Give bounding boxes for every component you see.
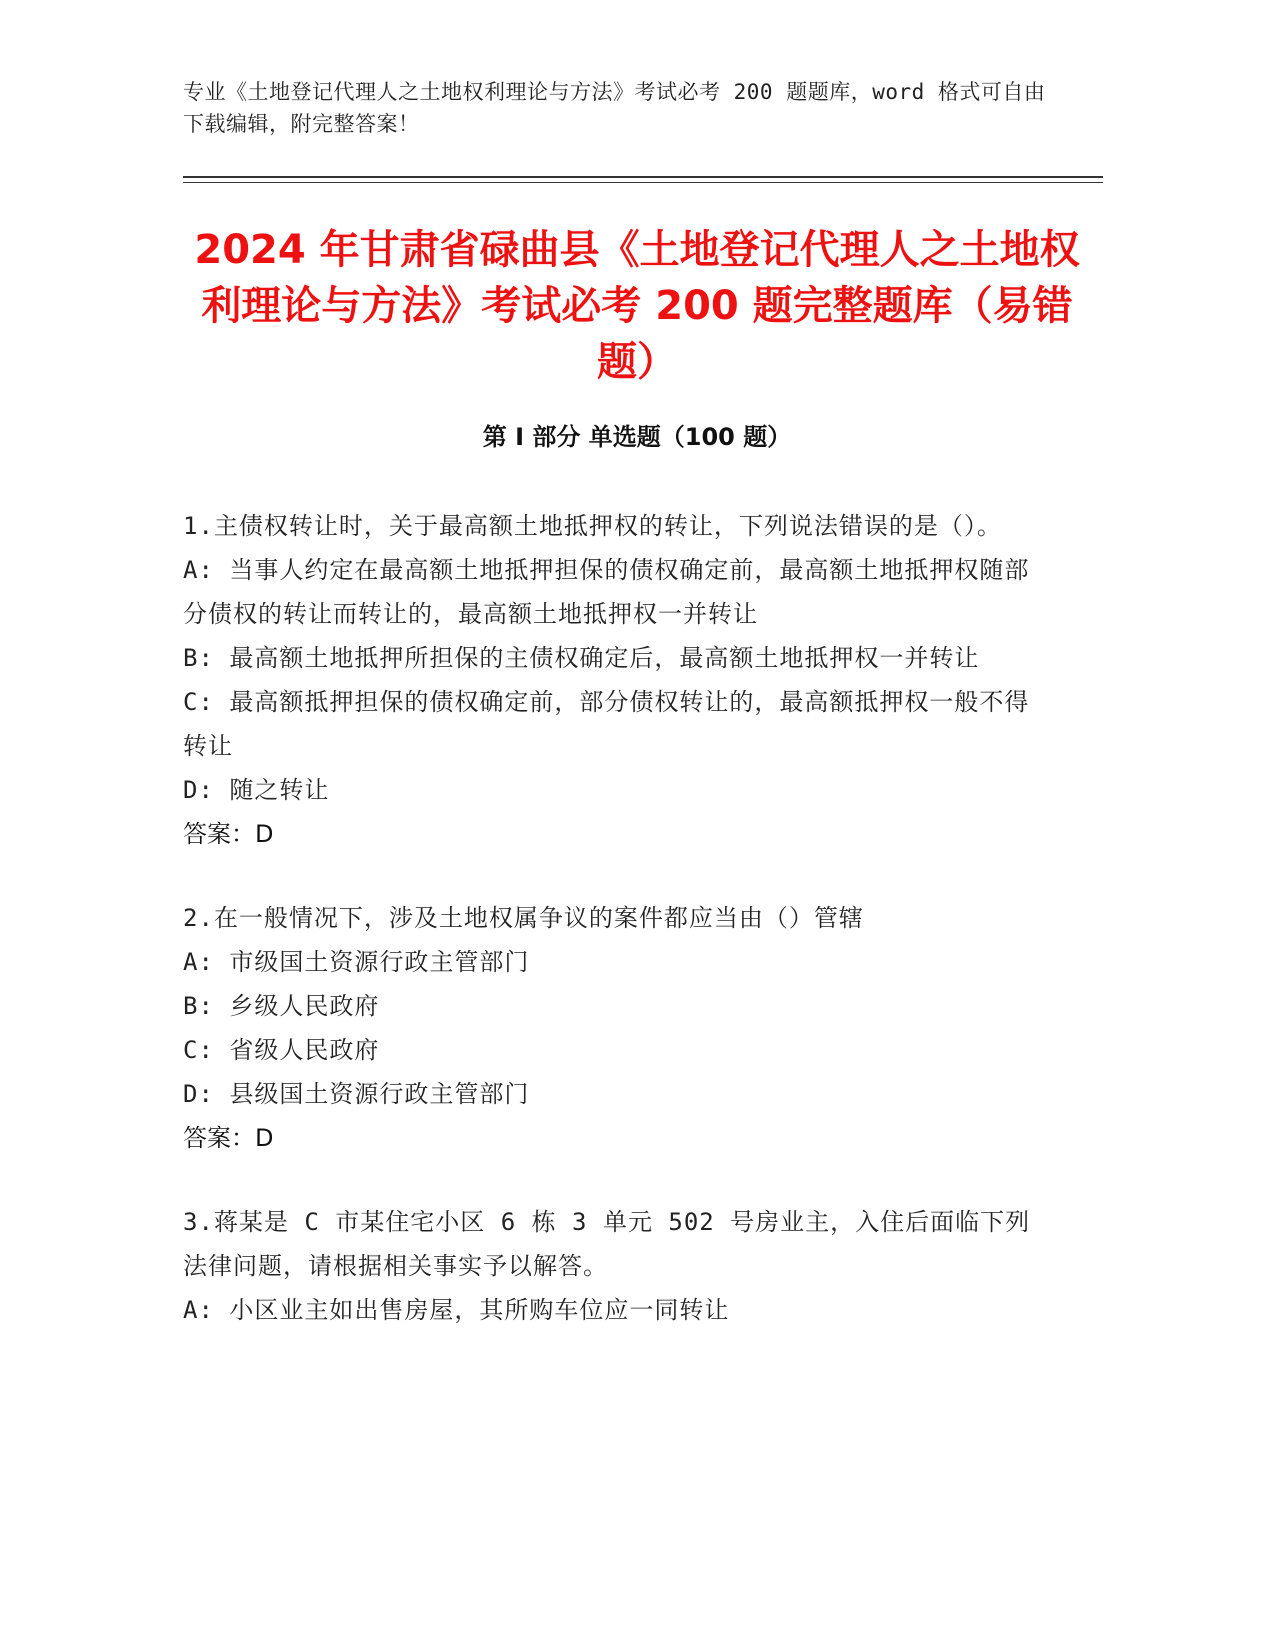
question-2-option-a: A: 市级国土资源行政主管部门	[183, 948, 530, 976]
question-2-text: 2.在一般情况下，涉及土地权属争议的案件都应当由（）管辖	[183, 904, 864, 932]
question-3	[183, 1200, 1043, 1332]
question-1-text: 1.主债权转让时，关于最高额土地抵押权的转让，下列说法错误的是（）。	[183, 512, 1002, 540]
question-1-option-a: A: 当事人约定在最高额土地抵押担保的债权确定前，最高额土地抵押权随部分债权的转让而转让的，最高额土地抵押权一并转让	[183, 556, 1030, 628]
header-divider-thin	[183, 182, 1103, 183]
question-1	[183, 504, 1043, 856]
document-title: 2024 年甘肃省碌曲县《土地登记代理人之土地权利理论与方法》考试必考 200 题完整题库（易错题）	[194, 227, 1080, 385]
question-3-option-a: A: 小区业主如出售房屋，其所购车位应一同转让	[183, 1296, 730, 1324]
section-title: 第 I 部分 单选题（100 题）	[482, 423, 792, 451]
question-3-text: 3.蒋某是 C 市某住宅小区 6 栋 3 单元 502 号房业主，入住后面临下列法律问题，请根据相关事实予以解答。	[183, 1208, 1031, 1280]
question-list	[183, 504, 1043, 1372]
question-2-answer: 答案：D	[183, 1124, 274, 1152]
question-2-option-b: B: 乡级人民政府	[183, 992, 380, 1020]
question-2-option-d: D: 县级国土资源行政主管部门	[183, 1080, 530, 1108]
question-1-answer: 答案：D	[183, 820, 274, 848]
question-1-option-c: C: 最高额抵押担保的债权确定前，部分债权转让的，最高额抵押权一般不得转让	[183, 688, 1030, 760]
question-2	[183, 896, 1043, 1160]
question-1-option-d: D: 随之转让	[183, 776, 330, 804]
header-divider-thick	[183, 176, 1103, 178]
question-1-option-b: B: 最高额土地抵押所担保的主债权确定后，最高额土地抵押权一并转让	[183, 644, 980, 672]
header-note: 专业《土地登记代理人之土地权利理论与方法》考试必考 200 题题库，word 格式可自由下载编辑，附完整答案！	[183, 80, 1046, 136]
question-2-option-c: C: 省级人民政府	[183, 1036, 380, 1064]
